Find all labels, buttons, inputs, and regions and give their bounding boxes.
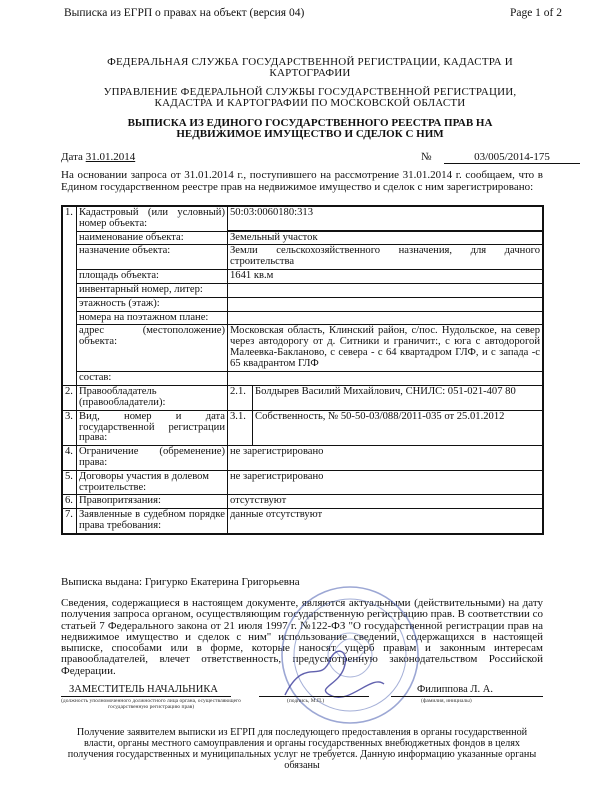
composition-label: состав: xyxy=(77,372,228,386)
table-row xyxy=(62,325,543,372)
table-row xyxy=(62,470,543,495)
agency-name-line-1: ФЕДЕРАЛЬНАЯ СЛУЖБА ГОСУДАРСТВЕННОЙ РЕГИСТРАЦИИ, КАДАСТРА И xyxy=(107,56,513,68)
footer-note: Получение заявителем выписки из ЕГРП для последующего предоставления в органы государственной власти, органы местного самоуправления и органы государственных внебюджетных фондов в целях получения государственных и муниципальных услуг не требуется. Данную информацию указанные органы обязаны xyxy=(67,727,537,771)
table-row xyxy=(62,297,543,311)
object-purpose-value: Земли сельскохозяйственного назначения, для дачного строительства xyxy=(228,245,544,270)
print-header-title: Выписка из ЕГРП о правах на объект (версия 04) xyxy=(64,7,305,19)
court-claims-value: данные отсутствуют xyxy=(228,509,544,534)
department-name-line-2: КАДАСТРА И КАРТОГРАФИИ ПО МОСКОВСКОЙ ОБЛАСТИ xyxy=(154,97,466,109)
encumbrance-value: не зарегистрировано xyxy=(228,446,544,471)
floor-plan-value xyxy=(228,311,544,325)
intro-paragraph: На основании запроса от 31.01.2014 г., поступившего на рассмотрение 31.01.2014 г. сообщаем, что в Едином государственном реестре прав на недвижимое имущество и сделок с ним зарегистрировано: xyxy=(61,169,543,193)
owner-label: Правообладатель (правообладатели): xyxy=(77,386,228,411)
number-value: 03/005/2014-175 xyxy=(444,151,580,164)
table-row xyxy=(62,446,543,471)
inventory-number-value xyxy=(228,283,544,297)
role-underline xyxy=(61,696,231,697)
number-label: № xyxy=(421,151,432,163)
row-number: 2. xyxy=(62,386,77,411)
row-number: 5. xyxy=(62,470,77,495)
right-registration-subnumber: 3.1. xyxy=(228,410,253,445)
row-number: 1. xyxy=(62,206,77,386)
encumbrance-label: Ограничение (обременение) права: xyxy=(77,446,228,471)
row-number: 3. xyxy=(62,410,77,445)
object-name-value: Земельный участок xyxy=(228,231,544,245)
row-number: 7. xyxy=(62,509,77,534)
issued-to: Выписка выдана: Григурко Екатерина Григорьевна xyxy=(61,576,300,588)
composition-value xyxy=(228,372,544,386)
date-and-number-line xyxy=(61,151,550,163)
object-area-label: площадь объекта: xyxy=(77,269,228,283)
shared-construction-value: не зарегистрировано xyxy=(228,470,544,495)
registry-table xyxy=(61,205,544,535)
table-row xyxy=(62,245,543,270)
date-value: 31.01.2014 xyxy=(85,151,136,163)
signature-block xyxy=(61,684,543,708)
table-row xyxy=(62,283,543,297)
department-name-line-1: УПРАВЛЕНИЕ ФЕДЕРАЛЬНОЙ СЛУЖБЫ ГОСУДАРСТВЕННОЙ РЕГИСТРАЦИИ, xyxy=(103,86,517,98)
name-underline xyxy=(391,696,543,697)
row-number: 4. xyxy=(62,446,77,471)
floors-value xyxy=(228,297,544,311)
table-row xyxy=(62,231,543,245)
address-label: адрес (местоположение) объекта: xyxy=(77,325,228,372)
signature-underline xyxy=(259,696,369,697)
legal-notice: Сведения, содержащиеся в настоящем документе, являются актуальными (действительными) на дату получения запроса органом, осуществляющим государственную регистрацию прав. В соответствии со статьей 7 Федерального закона от 21 июля 1997 г. №122-ФЗ "О государственной регистрации прав на недвижимое имущество и сделок с ним" использование сведений, содержащихся в настоящей выписке, способами или в форме, которые наносят ущерб правам и законным интересам правообладателей, влечет ответственность, предусмотренную законодательством Российской Федерации. xyxy=(61,597,543,677)
table-row xyxy=(62,311,543,325)
document-title-line-2: НЕДВИЖИМОЕ ИМУЩЕСТВО И СДЕЛОК С НИМ xyxy=(176,128,444,140)
table-row xyxy=(62,386,543,411)
object-name-label: наименование объекта: xyxy=(77,231,228,245)
table-row xyxy=(62,372,543,386)
cadastral-value: 50:03:0060180:313 xyxy=(228,206,544,231)
object-purpose-label: назначение объекта: xyxy=(77,245,228,270)
shared-construction-label: Договоры участия в долевом строительстве: xyxy=(77,470,228,495)
print-page-number: Page 1 of 2 xyxy=(509,7,562,19)
table-row xyxy=(62,206,543,231)
claims-value: отсутствуют xyxy=(228,495,544,509)
right-registration-value: Собственность, № 50-50-03/088/2011-035 от 25.01.2012 xyxy=(253,410,544,445)
claims-label: Правопритязания: xyxy=(77,495,228,509)
owner-value: Болдырев Василий Михайлович, СНИЛС: 051-021-407 80 xyxy=(253,386,544,411)
role-caption: (должность уполномоченного должностного лица органа, осуществляющего государственную регистрацию прав) xyxy=(61,698,241,710)
right-registration-label: Вид, номер и дата государственной регистрации права: xyxy=(77,410,228,445)
court-claims-label: Заявленные в судебном порядке права требования: xyxy=(77,509,228,534)
name-caption: (фамилия, инициалы) xyxy=(421,698,472,704)
table-row xyxy=(62,410,543,445)
address-value: Московская область, Клинский район, с/пос. Нудольское, на север через автодорогу от д. Ситники и граничит:, с юга с автодорогой Малеевка-Бакланово, с севера - с 64 квартадром ГЛФ, и с запада -с 65 квадрантом ГЛФ xyxy=(228,325,544,372)
object-area-value: 1641 кв.м xyxy=(228,269,544,283)
signature-caption: (подпись, М.П.) xyxy=(287,698,325,704)
cadastral-label: Кадастровый (или условный) номер объекта: xyxy=(77,206,228,231)
signer-name: Филиппова Л. А. xyxy=(417,684,493,695)
inventory-number-label: инвентарный номер, литер: xyxy=(77,283,228,297)
table-row xyxy=(62,495,543,509)
row-number: 6. xyxy=(62,495,77,509)
table-row xyxy=(62,509,543,534)
date-label: Дата xyxy=(61,151,83,163)
document-title-line-1: ВЫПИСКА ИЗ ЕДИНОГО ГОСУДАРСТВЕННОГО РЕЕСТРА ПРАВ НА xyxy=(127,117,493,129)
signer-role: ЗАМЕСТИТЕЛЬ НАЧАЛЬНИКА xyxy=(69,684,218,695)
owner-subnumber: 2.1. xyxy=(228,386,253,411)
agency-name-line-2: КАРТОГРАФИИ xyxy=(269,67,351,79)
table-row xyxy=(62,269,543,283)
floors-label: этажность (этаж): xyxy=(77,297,228,311)
floor-plan-label: номера на поэтажном плане: xyxy=(77,311,228,325)
